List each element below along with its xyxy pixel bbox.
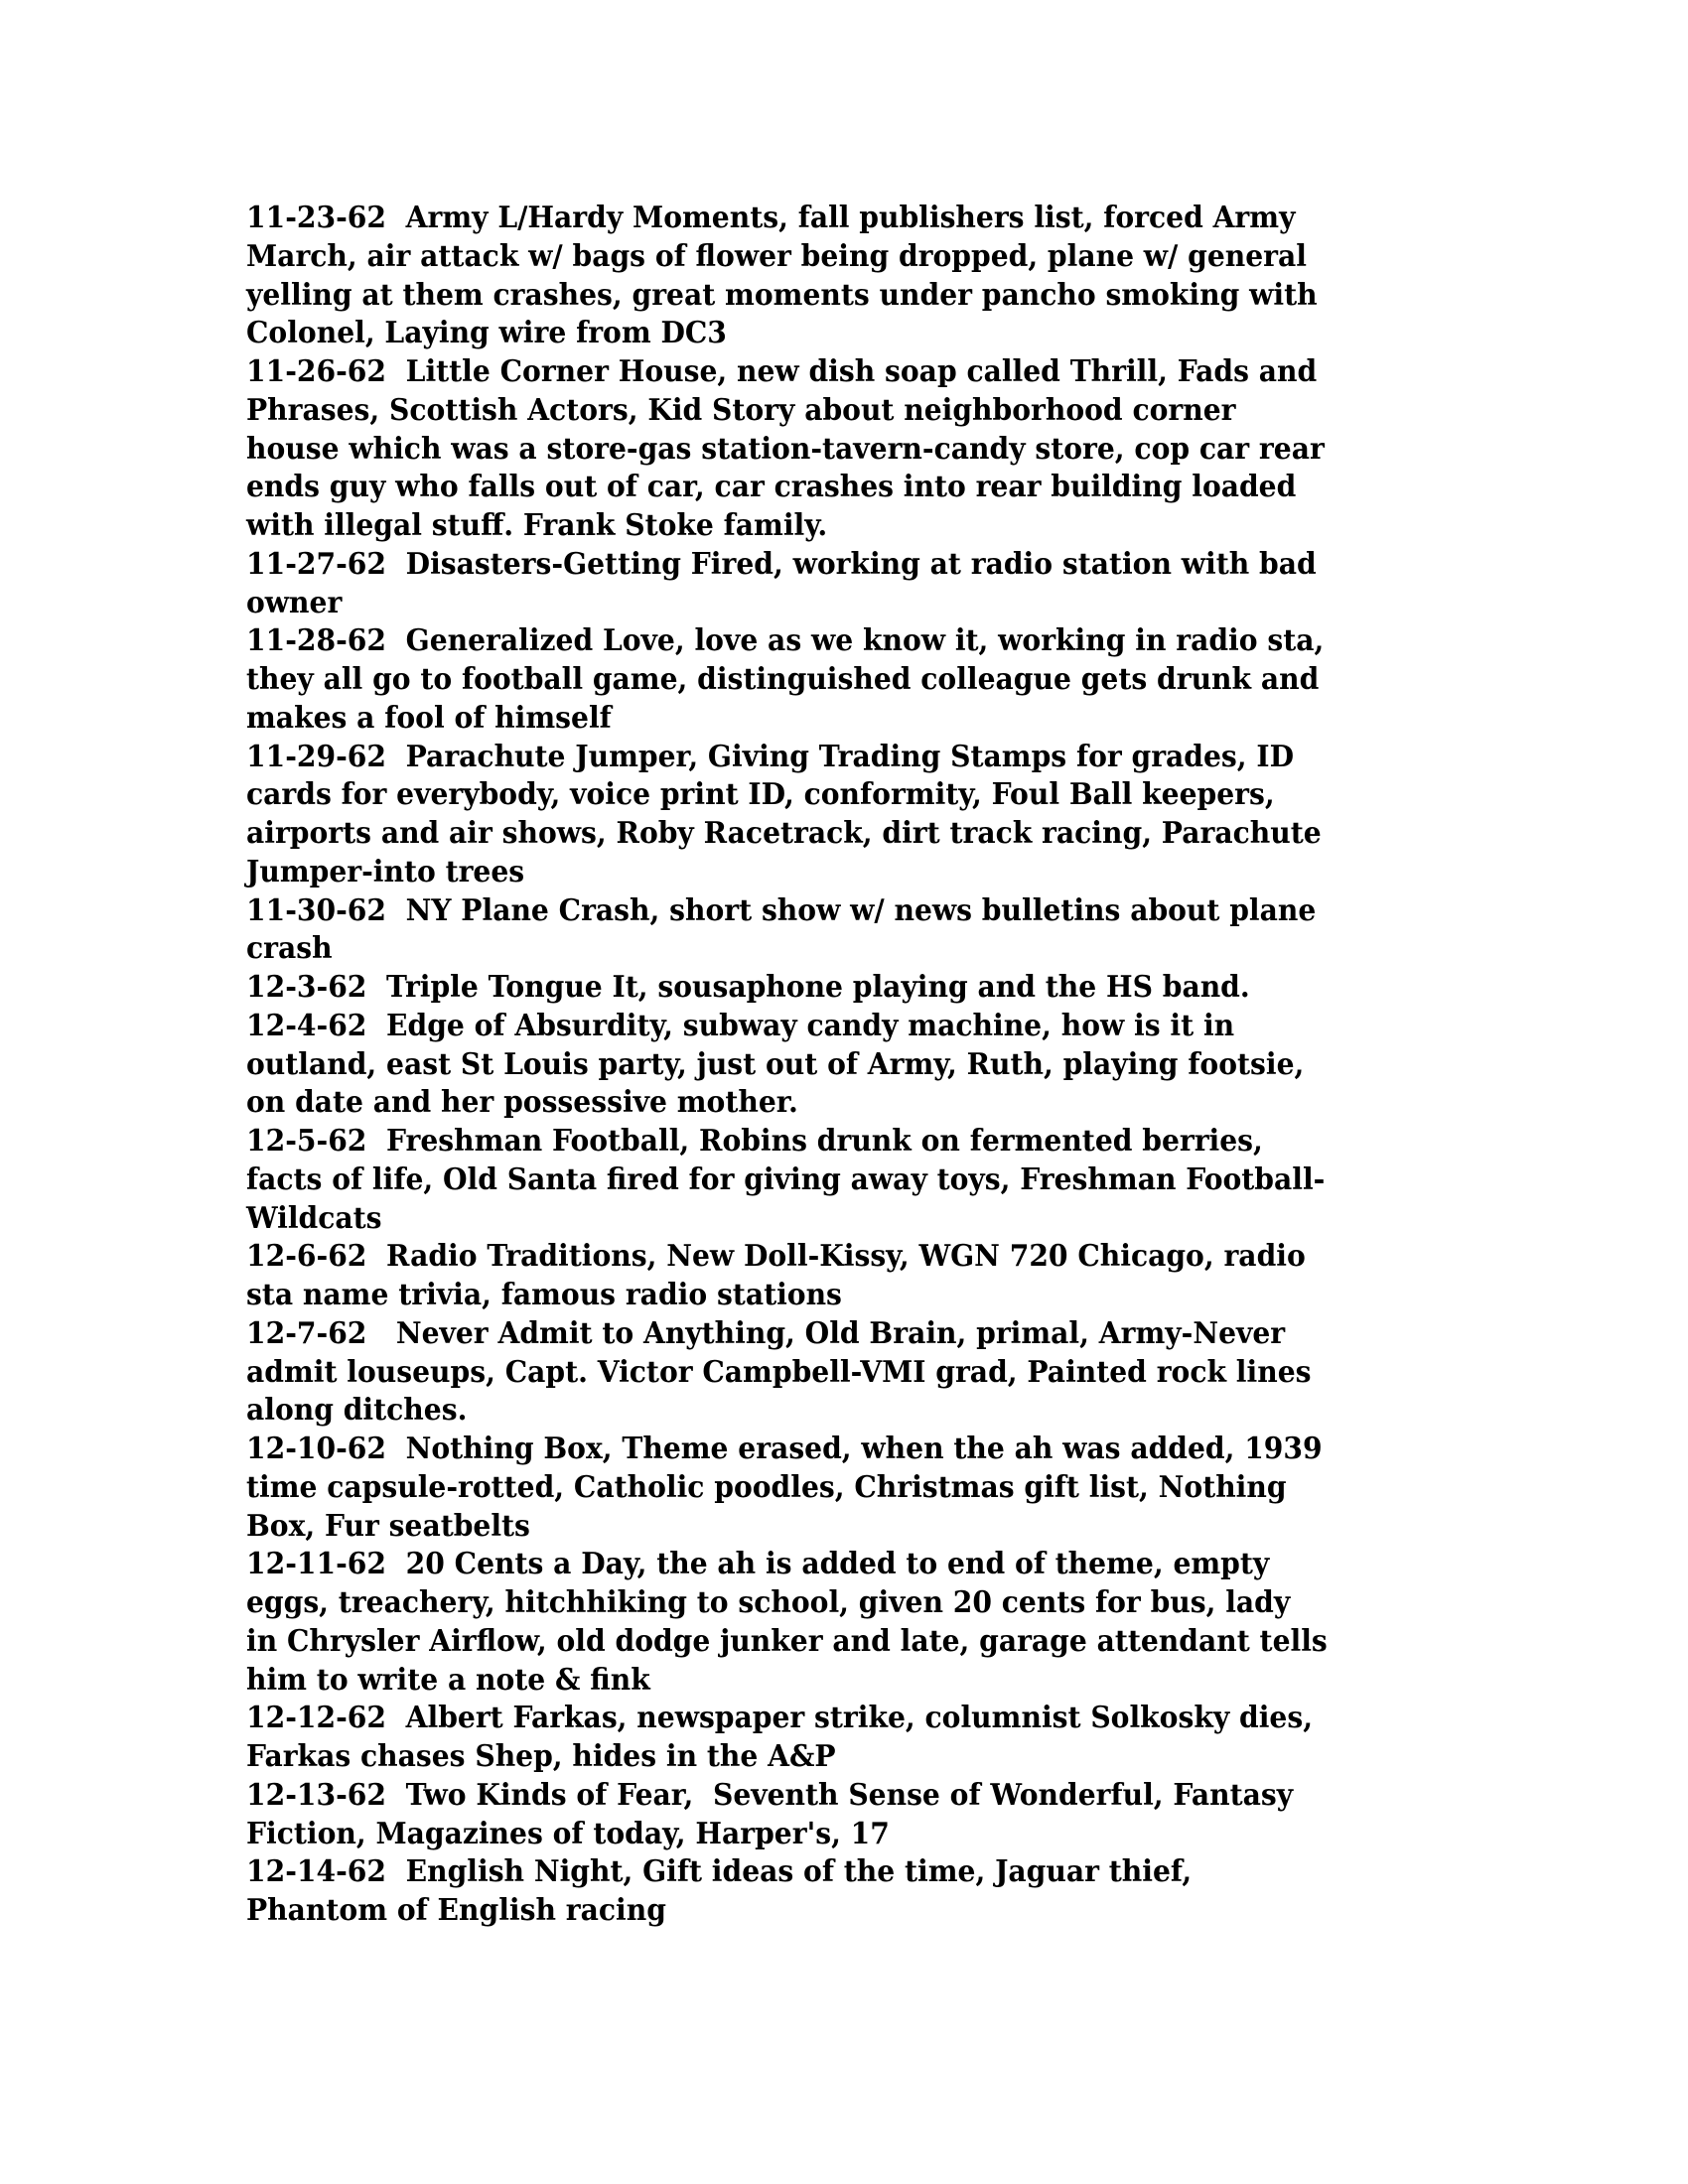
episode-entry <box>246 621 1403 737</box>
entry-text: Nothing Box, Theme erased, when the ah was added, 1939 <box>405 1431 1323 1465</box>
episode-entry <box>246 1122 1403 1237</box>
entry-continuation-line <box>246 1353 1403 1392</box>
entry-continuation-line <box>246 1468 1403 1507</box>
episode-entry <box>246 1430 1403 1545</box>
entry-continuation-line <box>246 1815 1403 1853</box>
entry-date: 12-5-62 <box>246 1123 367 1158</box>
entry-text: Colonel, Laying wire from DC3 <box>246 315 727 350</box>
episode-entry <box>246 199 1403 352</box>
date-separator <box>386 892 406 927</box>
date-separator <box>386 622 406 657</box>
episode-entry <box>246 545 1403 622</box>
episode-entry <box>246 1314 1403 1430</box>
entry-date: 11-28-62 <box>246 622 387 658</box>
entry-text: Phrases, Scottish Actors, Kid Story about neighborhood corner <box>246 391 1236 427</box>
entry-text: Edge of Absurdity, subway candy machine, how is it in <box>386 1007 1235 1042</box>
entry-text: makes a fool of himself <box>246 699 612 735</box>
entry-date: 12-11-62 <box>246 1546 387 1581</box>
entry-text: Army L/Hardy Moments, fall publishers list, forced Army <box>405 200 1296 234</box>
entry-text: in Chrysler Airflow, old dodge junker and late, garage attendant tells <box>246 1622 1328 1658</box>
entry-text: 20 Cents a Day, the ah is added to end of theme, empty <box>405 1546 1270 1581</box>
entry-first-line <box>246 1237 1403 1276</box>
entry-first-line <box>246 891 1403 930</box>
entry-continuation-line <box>246 1199 1403 1238</box>
entry-text: Phantom of English racing <box>246 1892 666 1927</box>
episode-entry <box>246 1852 1403 1930</box>
date-separator <box>366 969 386 1004</box>
entry-text: him to write a note & fink <box>246 1661 650 1697</box>
entry-text: airports and air shows, Roby Racetrack, dirt track racing, Parachute <box>246 815 1322 850</box>
entry-text: along ditches. <box>246 1392 468 1428</box>
entry-first-line <box>246 352 1403 391</box>
entry-text: eggs, treachery, hitchhiking to school, given 20 cents for bus, lady <box>246 1584 1291 1619</box>
entry-text: sta name trivia, famous radio stations <box>246 1277 842 1311</box>
entry-date: 12-4-62 <box>246 1007 367 1042</box>
entry-date: 12-10-62 <box>246 1431 387 1465</box>
date-separator <box>386 1853 406 1888</box>
entry-text: NY Plane Crash, short show w/ news bulletins about plane <box>405 891 1317 927</box>
entry-date: 12-14-62 <box>246 1853 387 1889</box>
entry-first-line <box>246 199 1403 237</box>
entry-continuation-line <box>246 468 1403 506</box>
entry-text: cards for everybody, voice print ID, conformity, Foul Ball keepers, <box>246 776 1275 812</box>
episode-entry <box>246 1545 1403 1699</box>
entry-continuation-line <box>246 814 1403 853</box>
entry-text: Wildcats <box>246 1199 382 1235</box>
entry-date: 11-30-62 <box>246 891 387 927</box>
entry-first-line <box>246 968 1403 1007</box>
entry-first-line <box>246 1314 1403 1353</box>
entry-continuation-line <box>246 1583 1403 1622</box>
entry-continuation-line <box>246 1083 1403 1122</box>
episode-log-text <box>246 199 1403 1930</box>
date-separator <box>366 1315 386 1350</box>
entry-first-line <box>246 545 1403 584</box>
entry-text: with illegal stuff. Frank Stoke family. <box>246 507 828 542</box>
entry-text: facts of life, Old Santa fired for giving away toys, Freshman Football- <box>246 1160 1326 1196</box>
entry-first-line <box>246 621 1403 660</box>
entry-continuation-line <box>246 1045 1403 1084</box>
entry-text: Never Admit to Anything, Old Brain, primal, Army-Never <box>386 1314 1286 1350</box>
date-separator <box>366 1238 386 1273</box>
entry-text: outland, east St Louis party, just out of Army, Ruth, playing footsie, <box>246 1045 1305 1081</box>
entry-continuation-line <box>246 1661 1403 1700</box>
entry-first-line <box>246 1430 1403 1468</box>
date-separator <box>386 1431 406 1465</box>
date-separator <box>366 1123 386 1158</box>
entry-text: Radio Traditions, New Doll-Kissy, WGN 720 Chicago, radio <box>386 1238 1306 1274</box>
episode-entry <box>246 891 1403 969</box>
entry-continuation-line <box>246 699 1403 738</box>
entry-date: 11-29-62 <box>246 738 387 773</box>
entry-text: house which was a store-gas station-tavern-candy store, cop car rear <box>246 430 1325 466</box>
entry-text: ends guy who falls out of car, car crashes into rear building loaded <box>246 469 1297 504</box>
entry-continuation-line <box>246 506 1403 545</box>
entry-date: 11-26-62 <box>246 353 387 388</box>
entry-text: Generalized Love, love as we know it, working in radio sta, <box>405 622 1325 658</box>
entry-date: 12-12-62 <box>246 1700 387 1735</box>
episode-entry <box>246 352 1403 545</box>
episode-entry <box>246 1776 1403 1853</box>
episode-entry <box>246 1007 1403 1122</box>
entry-text: Albert Farkas, newspaper strike, columnist Solkosky dies, <box>405 1700 1314 1735</box>
entry-first-line <box>246 1007 1403 1045</box>
entry-first-line <box>246 1699 1403 1737</box>
entry-continuation-line <box>246 1160 1403 1199</box>
entry-text: Farkas chases Shep, hides in the A&P <box>246 1738 836 1773</box>
entry-text: Parachute Jumper, Giving Trading Stamps for grades, ID <box>405 738 1295 773</box>
entry-text: Jumper-into trees <box>246 853 525 888</box>
date-separator <box>386 1777 406 1812</box>
entry-first-line <box>246 1852 1403 1891</box>
episode-entry <box>246 738 1403 891</box>
entry-continuation-line <box>246 1507 1403 1546</box>
entry-continuation-line <box>246 430 1403 469</box>
date-separator <box>386 546 406 581</box>
entry-continuation-line <box>246 929 1403 968</box>
entry-first-line <box>246 738 1403 776</box>
entry-first-line <box>246 1545 1403 1583</box>
entry-text: admit louseups, Capt. Victor Campbell-VMI grad, Painted rock lines <box>246 1353 1312 1389</box>
entry-continuation-line <box>246 237 1403 276</box>
entry-continuation-line <box>246 775 1403 814</box>
entry-date: 12-7-62 <box>246 1314 367 1350</box>
entry-continuation-line <box>246 584 1403 622</box>
entry-text: Little Corner House, new dish soap called Thrill, Fads and <box>405 353 1318 388</box>
entry-date: 11-27-62 <box>246 545 387 581</box>
entry-text: time capsule-rotted, Catholic poodles, Christmas gift list, Nothing <box>246 1468 1287 1504</box>
entry-date: 12-3-62 <box>246 969 367 1004</box>
entry-text: Freshman Football, Robins drunk on fermented berries, <box>386 1123 1263 1158</box>
entry-date: 12-6-62 <box>246 1238 367 1274</box>
entry-text: Triple Tongue It, sousaphone playing and the HS band. <box>386 969 1250 1004</box>
episode-entry <box>246 1699 1403 1776</box>
entry-continuation-line <box>246 276 1403 315</box>
date-separator <box>386 353 406 388</box>
entry-text: crash <box>246 930 333 966</box>
date-separator <box>386 739 406 773</box>
entry-continuation-line <box>246 660 1403 699</box>
entry-continuation-line <box>246 1276 1403 1314</box>
entry-continuation-line <box>246 391 1403 430</box>
date-separator <box>386 200 406 234</box>
entry-continuation-line <box>246 314 1403 352</box>
entry-continuation-line <box>246 1891 1403 1930</box>
entry-text: Fiction, Magazines of today, Harper's, 17 <box>246 1815 890 1850</box>
entry-continuation-line <box>246 853 1403 891</box>
entry-text: on date and her possessive mother. <box>246 1084 798 1120</box>
date-separator <box>386 1700 406 1734</box>
entry-date: 12-13-62 <box>246 1776 387 1812</box>
entry-first-line <box>246 1122 1403 1160</box>
entry-date: 11-23-62 <box>246 200 387 234</box>
entry-text: they all go to football game, distinguished colleague gets drunk and <box>246 661 1320 696</box>
entry-text: Disasters-Getting Fired, working at radio station with bad <box>405 545 1317 581</box>
episode-entry <box>246 968 1403 1007</box>
episode-entry <box>246 1237 1403 1314</box>
entry-continuation-line <box>246 1622 1403 1661</box>
entry-text: March, air attack w/ bags of flower being dropped, plane w/ general <box>246 237 1307 273</box>
date-separator <box>386 1546 406 1580</box>
entry-first-line <box>246 1776 1403 1815</box>
entry-continuation-line <box>246 1391 1403 1430</box>
date-separator <box>366 1008 386 1042</box>
entry-text: owner <box>246 584 343 619</box>
entry-text: Box, Fur seatbelts <box>246 1507 530 1543</box>
entry-text: yelling at them crashes, great moments under pancho smoking with <box>246 276 1318 312</box>
entry-text: English Night, Gift ideas of the time, Jaguar thief, <box>405 1853 1193 1889</box>
entry-continuation-line <box>246 1737 1403 1776</box>
entry-text: Two Kinds of Fear, Seventh Sense of Wonderful, Fantasy <box>405 1776 1294 1812</box>
